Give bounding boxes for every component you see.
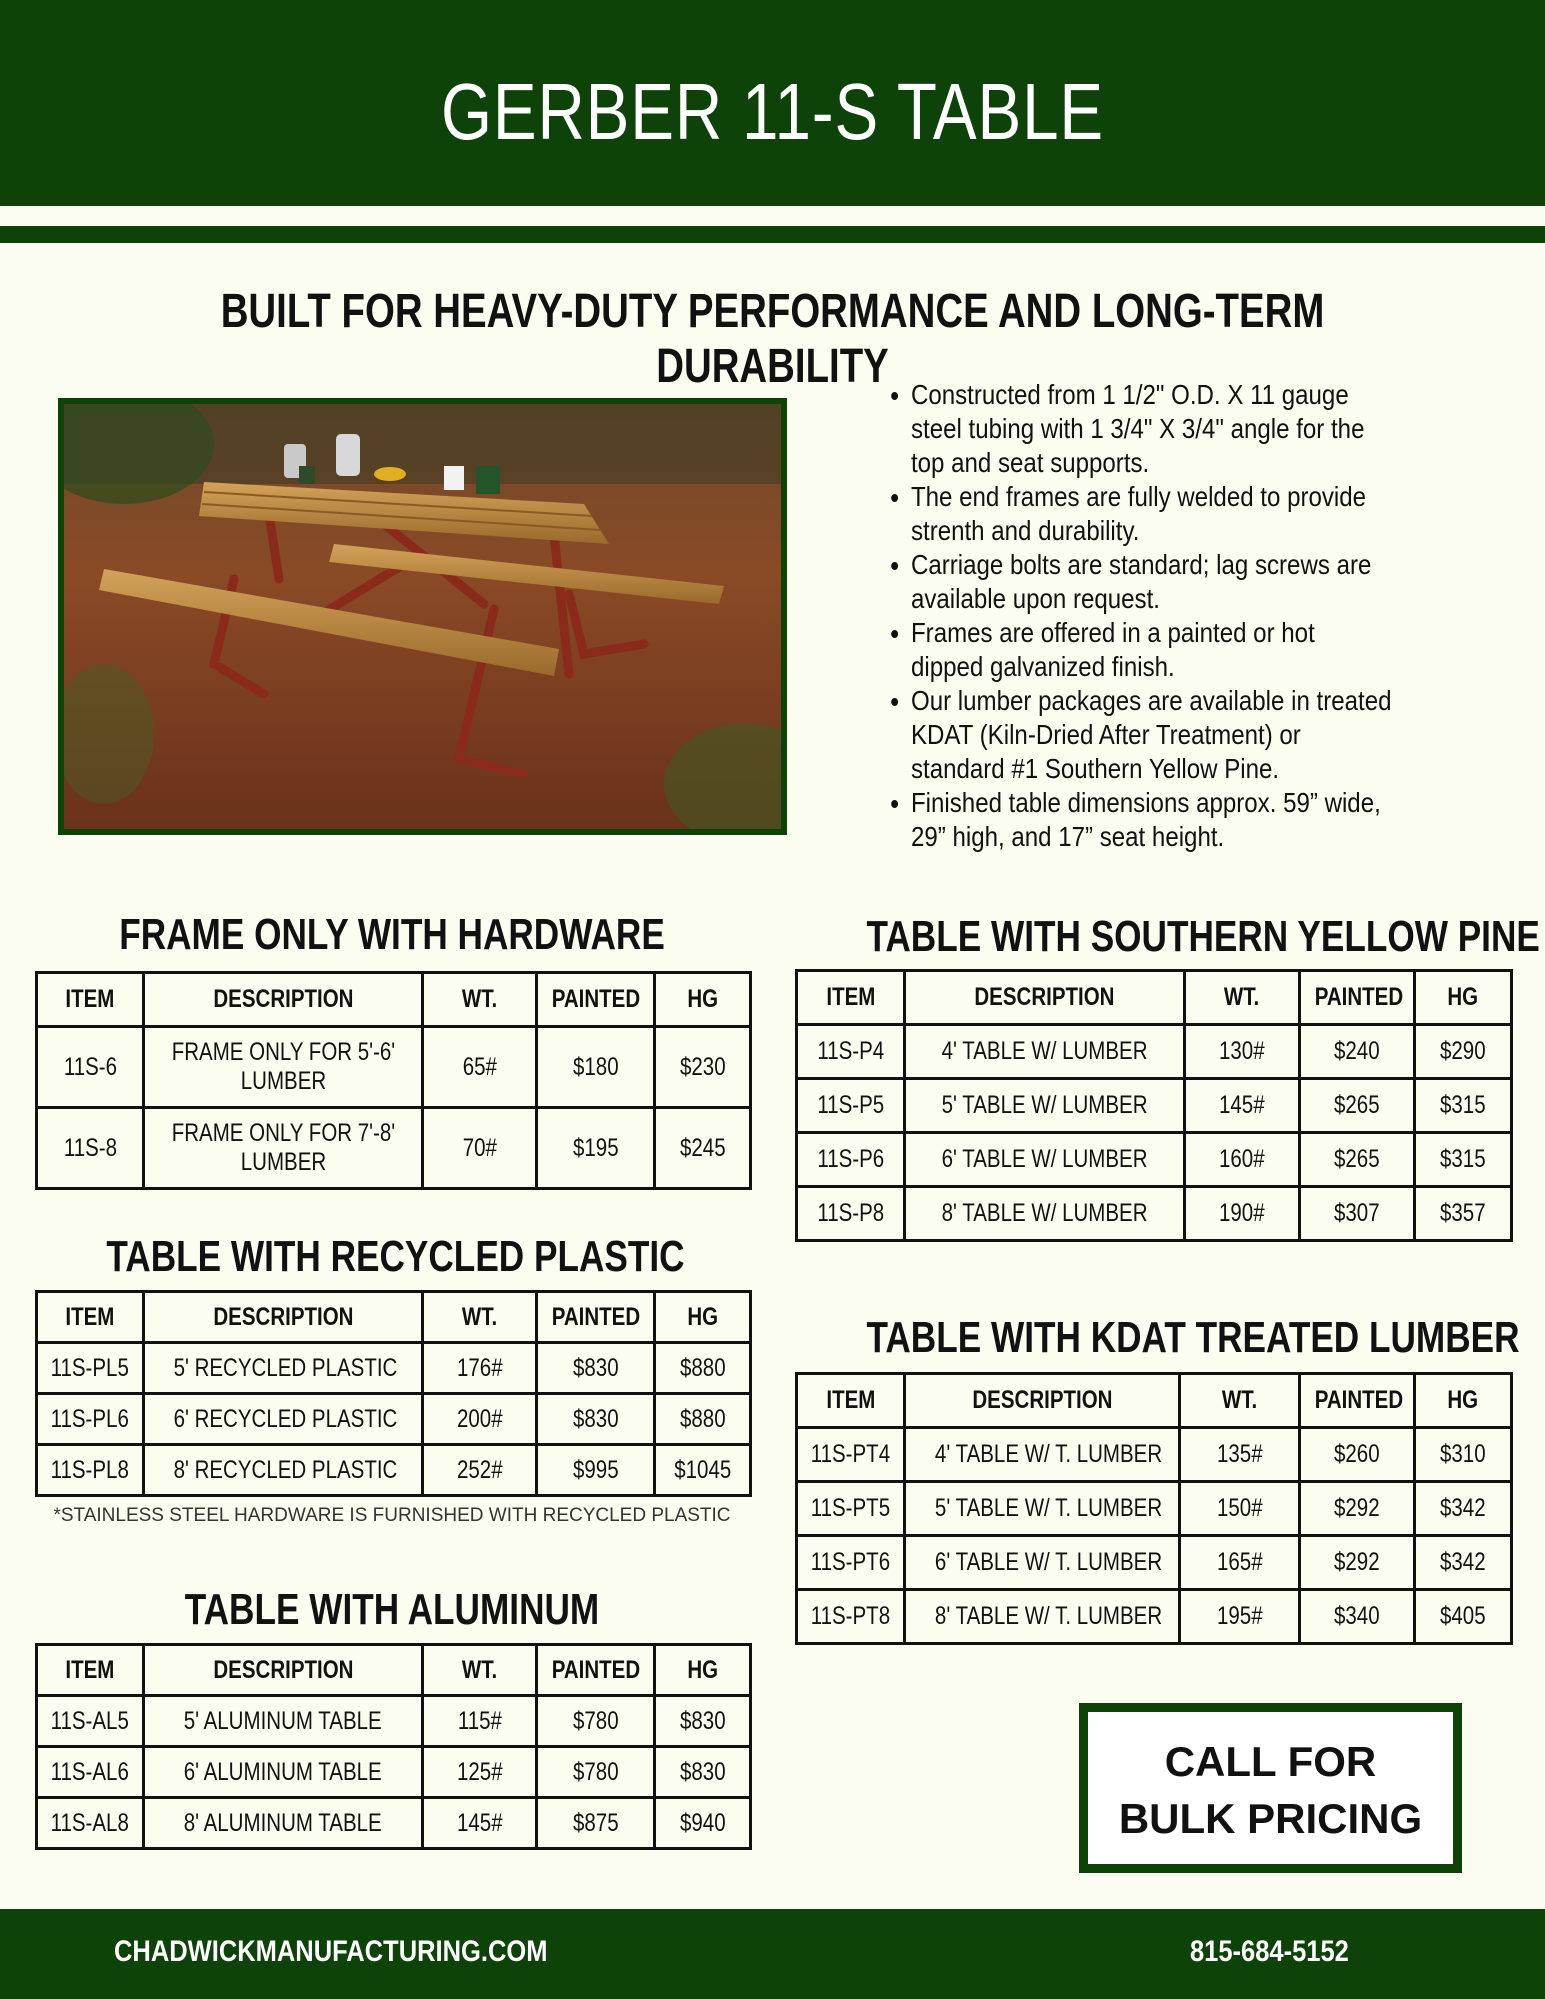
table-cell: 190# (1185, 1187, 1300, 1241)
table-cell: 4' TABLE W/ LUMBER (905, 1025, 1185, 1079)
table-cell: $995 (537, 1445, 655, 1496)
table-cell: 5' TABLE W/ LUMBER (905, 1079, 1185, 1133)
table-cell: $240 (1300, 1025, 1415, 1079)
table-cell: 5' TABLE W/ T. LUMBER (905, 1482, 1180, 1536)
column-header: HG (1415, 1374, 1512, 1428)
table-cell: 11S-PL5 (37, 1343, 144, 1394)
column-header: WT. (1180, 1374, 1300, 1428)
table-cell: 11S-PT6 (797, 1536, 905, 1590)
kdat-table-title: TABLE WITH KDAT TREATED LUMBER (866, 1313, 1520, 1362)
aluminum-table (35, 1643, 752, 1850)
column-header: PAINTED (537, 1292, 655, 1343)
table-cell: 4' TABLE W/ T. LUMBER (905, 1428, 1180, 1482)
table-cell: 252# (423, 1445, 537, 1496)
table-cell: $315 (1415, 1079, 1512, 1133)
table-cell: $357 (1415, 1187, 1512, 1241)
table-cell: $880 (655, 1394, 751, 1445)
table-cell: $1045 (655, 1445, 751, 1496)
table-cell: 11S-6 (37, 1027, 144, 1108)
column-header: PAINTED (1300, 1374, 1415, 1428)
table-cell: 135# (1180, 1428, 1300, 1482)
col-header-painted: PAINTED (537, 973, 655, 1027)
table-cell: 200# (423, 1394, 537, 1445)
table-cell: $195 (537, 1108, 655, 1189)
aluminum-table-title: TABLE WITH ALUMINUM (184, 1585, 600, 1634)
table-header-row (797, 1374, 1512, 1428)
table-cell: 165# (1180, 1536, 1300, 1590)
table-cell: 11S-P8 (797, 1187, 905, 1241)
table-row (797, 1536, 1512, 1590)
col-header-item: ITEM (37, 973, 144, 1027)
table-row (37, 1343, 751, 1394)
plastic-table-title: TABLE WITH RECYCLED PLASTIC (106, 1232, 685, 1281)
table-cell: 11S-AL6 (37, 1747, 144, 1798)
table-cell: $292 (1300, 1482, 1415, 1536)
frame-table-title: FRAME ONLY WITH HARDWARE (119, 910, 665, 959)
table-row (797, 1428, 1512, 1482)
feature-item: • Finished table dimensions approx. 59” wide, 29” high, and 17” seat height. (911, 786, 1393, 854)
pine-table (795, 969, 1513, 1242)
pine-table-title: TABLE WITH SOUTHERN YELLOW PINE (866, 912, 1540, 961)
tagline: BUILT FOR HEAVY-DUTY PERFORMANCE AND LONG-TERM DURABILITY (220, 285, 1325, 393)
table-cell: 11S-PT4 (797, 1428, 905, 1482)
column-header: ITEM (797, 971, 905, 1025)
bulk-pricing-callout (1079, 1703, 1462, 1873)
header-stripe (0, 226, 1545, 243)
table-cell: $307 (1300, 1187, 1415, 1241)
bulk-line-2: BULK PRICING (1118, 1795, 1423, 1842)
feature-item: • The end frames are fully welded to provide strenth and durability. (911, 480, 1393, 548)
col-header-weight: WT. (423, 973, 537, 1027)
table-cell: 8' TABLE W/ T. LUMBER (905, 1590, 1180, 1644)
table-header-row (37, 973, 751, 1027)
table-cell: $830 (655, 1696, 751, 1747)
table-cell: $265 (1300, 1079, 1415, 1133)
product-photo (58, 398, 787, 835)
table-row (797, 1590, 1512, 1644)
picnic-table-illustration (64, 404, 781, 829)
column-header: ITEM (37, 1292, 144, 1343)
feature-list (880, 378, 1393, 854)
table-row (37, 1798, 751, 1849)
feature-item: • Frames are offered in a painted or hot dipped galvanized finish. (911, 616, 1393, 684)
table-cell: 195# (1180, 1590, 1300, 1644)
table-cell: 145# (423, 1798, 537, 1849)
table-cell: $260 (1300, 1428, 1415, 1482)
column-header: ITEM (37, 1645, 144, 1696)
table-cell: 8' RECYCLED PLASTIC (144, 1445, 423, 1496)
column-header: WT. (423, 1645, 537, 1696)
table-cell: 11S-PL6 (37, 1394, 144, 1445)
table-cell: 11S-P6 (797, 1133, 905, 1187)
frame-table (35, 971, 752, 1190)
table-cell: 70# (423, 1108, 537, 1189)
table-cell: FRAME ONLY FOR 7'-8' LUMBER (144, 1108, 423, 1189)
table-cell: 150# (1180, 1482, 1300, 1536)
column-header: DESCRIPTION (144, 1292, 423, 1343)
table-header-row (37, 1645, 751, 1696)
table-cell: 145# (1185, 1079, 1300, 1133)
column-header: ITEM (797, 1374, 905, 1428)
table-cell: $292 (1300, 1536, 1415, 1590)
table-cell: $940 (655, 1798, 751, 1849)
table-cell: 11S-AL5 (37, 1696, 144, 1747)
table-cell: 11S-P5 (797, 1079, 905, 1133)
table-cell: $180 (537, 1027, 655, 1108)
column-header: HG (1415, 971, 1512, 1025)
column-header: DESCRIPTION (905, 971, 1185, 1025)
table-cell: 11S-PT5 (797, 1482, 905, 1536)
table-cell: $405 (1415, 1590, 1512, 1644)
table-row (37, 1394, 751, 1445)
table-cell: $780 (537, 1696, 655, 1747)
footer-phone[interactable]: 815-684-5152 (1190, 1935, 1349, 1968)
footer-website[interactable]: CHADWICKMANUFACTURING.COM (114, 1935, 548, 1968)
table-cell: $310 (1415, 1428, 1512, 1482)
table-header-row (797, 971, 1512, 1025)
table-row (797, 1025, 1512, 1079)
table-row (797, 1482, 1512, 1536)
table-cell: $342 (1415, 1536, 1512, 1590)
table-cell: $290 (1415, 1025, 1512, 1079)
table-cell: $880 (655, 1343, 751, 1394)
table-cell: $340 (1300, 1590, 1415, 1644)
table-cell: 125# (423, 1747, 537, 1798)
table-header-row (37, 1292, 751, 1343)
table-cell: 6' RECYCLED PLASTIC (144, 1394, 423, 1445)
column-header: WT. (1185, 971, 1300, 1025)
table-cell: $245 (655, 1108, 751, 1189)
table-cell: $830 (655, 1747, 751, 1798)
kdat-table (795, 1372, 1513, 1645)
table-cell: 65# (423, 1027, 537, 1108)
table-cell: $830 (537, 1394, 655, 1445)
feature-item: • Carriage bolts are standard; lag screws are available upon request. (911, 548, 1393, 616)
table-cell: 160# (1185, 1133, 1300, 1187)
table-cell: 6' ALUMINUM TABLE (144, 1747, 423, 1798)
col-header-hg: HG (655, 973, 751, 1027)
plastic-table (35, 1290, 752, 1497)
table-cell: 6' TABLE W/ LUMBER (905, 1133, 1185, 1187)
table-cell: $230 (655, 1027, 751, 1108)
table-cell: $780 (537, 1747, 655, 1798)
feature-item: • Constructed from 1 1/2" O.D. X 11 gauge steel tubing with 1 3/4" X 3/4" angle for the top and seat supports. (911, 378, 1393, 480)
column-header: WT. (423, 1292, 537, 1343)
table-row (37, 1027, 751, 1108)
column-header: HG (655, 1292, 751, 1343)
column-header: DESCRIPTION (905, 1374, 1180, 1428)
table-cell: 5' RECYCLED PLASTIC (144, 1343, 423, 1394)
table-cell: $875 (537, 1798, 655, 1849)
table-row (37, 1747, 751, 1798)
col-header-description: DESCRIPTION (144, 973, 423, 1027)
table-cell: 115# (423, 1696, 537, 1747)
table-cell: 11S-P4 (797, 1025, 905, 1079)
column-header: PAINTED (537, 1645, 655, 1696)
plastic-footnote: *STAINLESS STEEL HARDWARE IS FURNISHED WITH RECYCLED PLASTIC (53, 1505, 731, 1526)
table-cell: 8' ALUMINUM TABLE (144, 1798, 423, 1849)
table-cell: 11S-AL8 (37, 1798, 144, 1849)
table-cell: 5' ALUMINUM TABLE (144, 1696, 423, 1747)
bulk-line-1: CALL FOR (1164, 1738, 1377, 1785)
table-row (37, 1445, 751, 1496)
table-row (37, 1108, 751, 1189)
column-header: DESCRIPTION (144, 1645, 423, 1696)
table-cell: 176# (423, 1343, 537, 1394)
table-cell: $342 (1415, 1482, 1512, 1536)
table-row (37, 1696, 751, 1747)
table-cell: $315 (1415, 1133, 1512, 1187)
table-cell: 11S-PT8 (797, 1590, 905, 1644)
column-header: PAINTED (1300, 971, 1415, 1025)
table-row (797, 1133, 1512, 1187)
table-cell: 8' TABLE W/ LUMBER (905, 1187, 1185, 1241)
table-row (797, 1187, 1512, 1241)
page-title: GERBER 11-S TABLE (441, 67, 1104, 156)
table-cell: $265 (1300, 1133, 1415, 1187)
column-header: HG (655, 1645, 751, 1696)
table-cell: 6' TABLE W/ T. LUMBER (905, 1536, 1180, 1590)
table-cell: FRAME ONLY FOR 5'-6' LUMBER (144, 1027, 423, 1108)
table-cell: 130# (1185, 1025, 1300, 1079)
table-cell: 11S-PL8 (37, 1445, 144, 1496)
table-row (797, 1079, 1512, 1133)
feature-item: • Our lumber packages are available in treated KDAT (Kiln-Dried After Treatment) or standard #1 Southern Yellow Pine. (911, 684, 1393, 786)
table-cell: $830 (537, 1343, 655, 1394)
table-cell: 11S-8 (37, 1108, 144, 1189)
